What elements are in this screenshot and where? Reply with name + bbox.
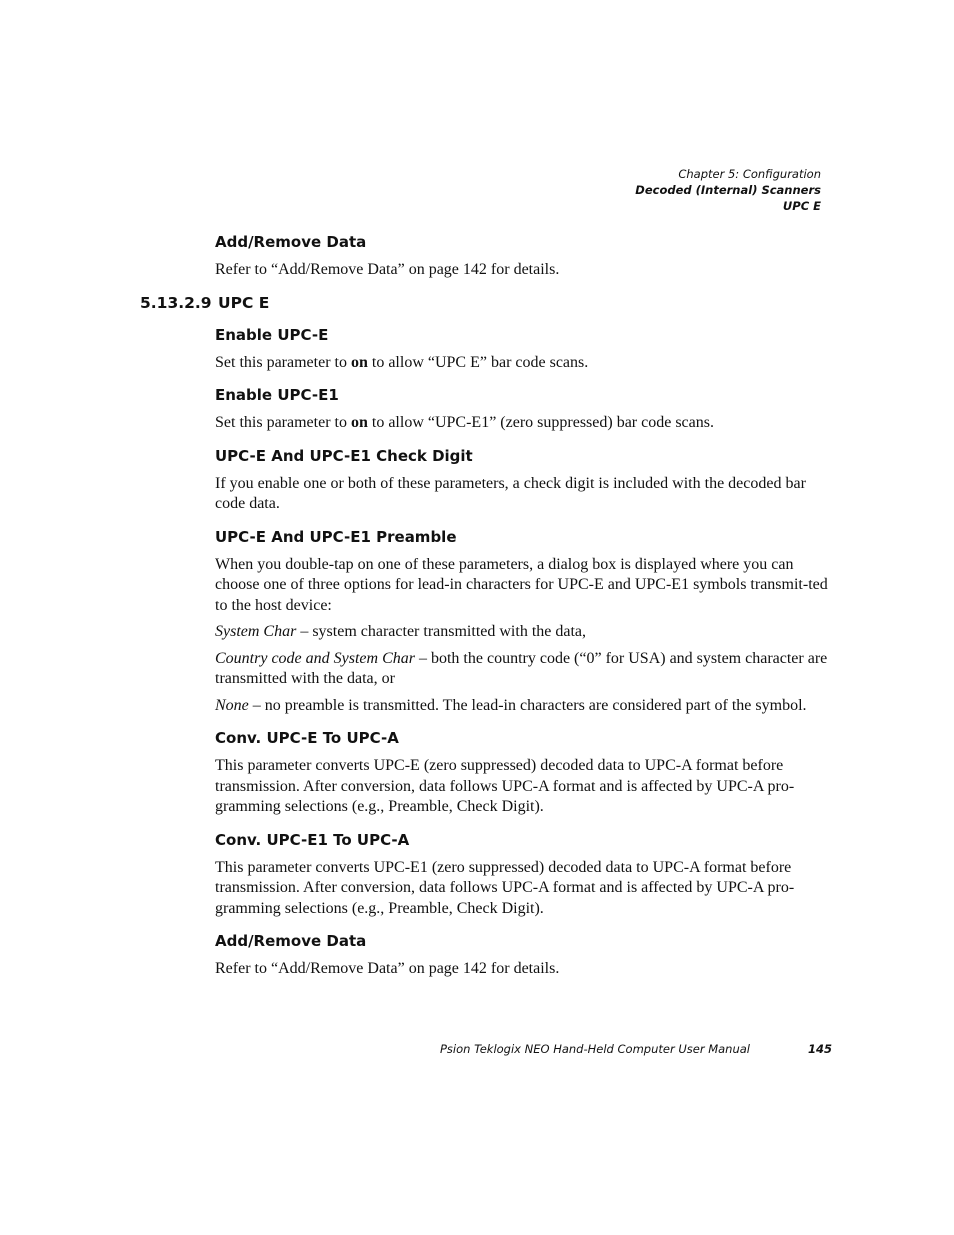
enable-upce1-text-post: to allow “UPC-E1” (zero suppressed) bar code scans. — [367, 414, 714, 431]
section-heading — [140, 293, 840, 313]
enable-upce-block — [215, 325, 835, 374]
running-head-topic: UPC E — [782, 199, 821, 213]
conv-upce-text: This parameter converts UPC-E (zero suppressed) decoded data to UPC-A format before transmission. After conversion, data follows UPC-A format and is affected by UPC-A pro-gramming selections (e.g., Preamble, Check Digit). — [215, 757, 795, 815]
preamble-option-3-term: None — [215, 696, 249, 714]
footer-manual-title: Psion Teklogix NEO Hand-Held Computer User Manual — [440, 1042, 750, 1056]
enable-upce-text-pre: Set this parameter to — [215, 353, 351, 371]
preamble-option-2-term: Country code and System Char — [215, 649, 415, 667]
enable-upce1-heading: Enable UPC-E1 — [215, 386, 339, 404]
outro-text: Refer to “Add/Remove Data” on page 142 for details. — [215, 960, 560, 977]
enable-upce1-text-pre: Set this parameter to — [215, 414, 351, 431]
preamble-option-1-term: System Char — [215, 623, 297, 640]
section-number: 5.13.2.9 — [140, 293, 212, 312]
outro-block — [215, 931, 835, 980]
enable-upce-text — [215, 353, 835, 374]
preamble-option-2-text: – both the country code (“0” for USA) and system character are transmitted with the data, or — [215, 649, 828, 687]
running-head-section: Decoded (Internal) Scanners — [635, 183, 821, 197]
preamble-option-3-text: – no preamble is transmitted. The lead-in characters are considered part of the symbol. — [248, 696, 807, 714]
enable-upce-heading: Enable UPC-E — [215, 325, 329, 344]
preamble-option-system-char — [215, 622, 835, 643]
enable-upce1-text — [215, 413, 835, 434]
conv-upce1-text: This parameter converts UPC-E1 (zero suppressed) decoded data to UPC-A format before transmission. After conversion, data follows UPC-A format and is affected by UPC-A pro-gramming selections (e.g., Preamble, Check Digit). — [215, 858, 795, 917]
page-content — [140, 232, 835, 992]
running-head-chapter: Chapter 5: Configuration — [678, 167, 821, 181]
intro-text: Refer to “Add/Remove Data” on page 142 for details. — [215, 261, 560, 278]
footer-page-number: 145 — [808, 1042, 833, 1056]
outro-heading: Add/Remove Data — [215, 932, 367, 950]
enable-upce1-block — [215, 385, 835, 434]
preamble-heading: UPC-E And UPC-E1 Preamble — [215, 527, 457, 546]
enable-upce-text-bold: on — [350, 353, 368, 371]
preamble-block — [215, 527, 835, 717]
section-title: UPC E — [218, 293, 270, 312]
check-digit-text: If you enable one or both of these parameters, a check digit is included with the decoded bar code data. — [215, 474, 806, 512]
preamble-text: When you double-tap on one of these parameters, a dialog box is displayed where you can choose one of three options for lead-in characters for UPC-E and UPC-E1 symbols transmit-ted to the host device: — [215, 555, 828, 614]
preamble-option-none — [215, 696, 835, 717]
preamble-option-country-code — [215, 649, 835, 690]
enable-upce-text-post: to allow “UPC E” bar code scans. — [367, 353, 589, 371]
running-head — [635, 166, 821, 214]
check-digit-block — [215, 446, 835, 515]
conv-upce1-heading: Conv. UPC-E1 To UPC-A — [215, 830, 410, 849]
conv-upce-heading: Conv. UPC-E To UPC-A — [215, 729, 399, 747]
conv-upce1-block — [215, 830, 835, 920]
check-digit-heading: UPC-E And UPC-E1 Check Digit — [215, 446, 473, 465]
preamble-option-1-text: – system character transmitted with the data, — [296, 623, 587, 640]
enable-upce1-text-bold: on — [350, 414, 368, 431]
intro-block — [215, 232, 835, 281]
conv-upce-block — [215, 728, 835, 818]
intro-heading: Add/Remove Data — [215, 233, 367, 251]
